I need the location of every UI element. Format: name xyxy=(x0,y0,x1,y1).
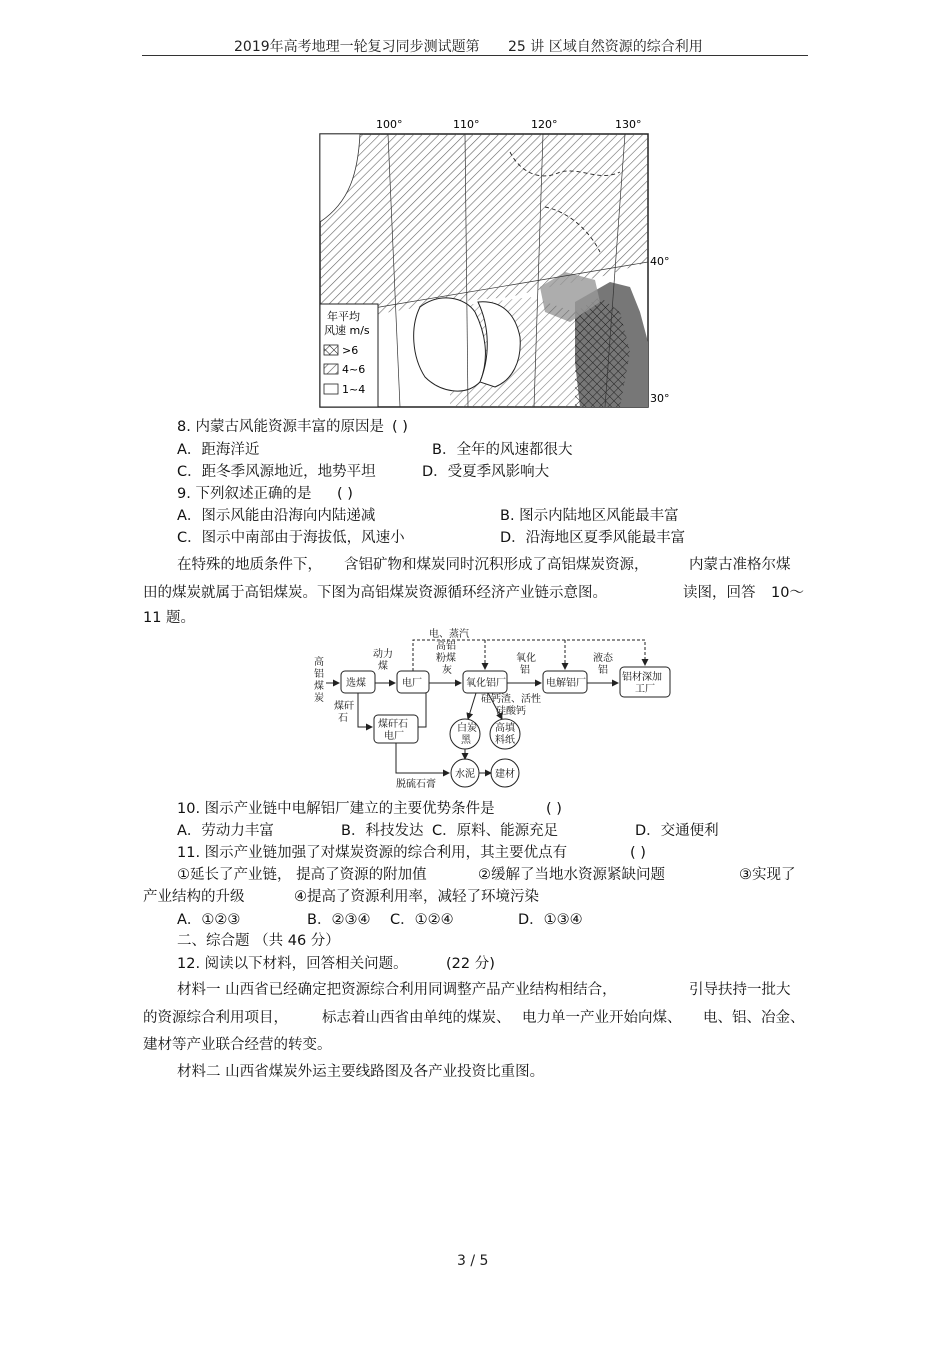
flow-dongli-1: 动力 xyxy=(373,649,393,660)
flow-yanghualv: 氧化铝厂 xyxy=(466,678,506,689)
flow-src-3: 煤 xyxy=(314,681,324,692)
flow-guigaizha-2: 硅酸钙 xyxy=(496,706,526,717)
q9-stem: 9. 下列叙述正确的是 xyxy=(177,486,312,502)
flow-shenjiagong-2: 工厂 xyxy=(635,684,655,695)
material1-line2-c: 电力单一产业开始向煤、 xyxy=(522,1010,682,1026)
flow-dian-zhengqi: 电、蒸汽 xyxy=(429,629,469,640)
flow-gaolv-2: 粉煤 xyxy=(436,653,456,664)
legend-label-gt6: >6 xyxy=(342,344,359,357)
q10-option-b: B．科技发达 xyxy=(341,823,424,839)
header-title-left: 2019年高考地理一轮复习同步测试题第 xyxy=(234,39,480,55)
material2-line: 材料二 山西省煤炭外运主要线路图及各产业投资比重图。 xyxy=(177,1064,545,1080)
flow-meiganshi-2: 石 xyxy=(338,713,348,724)
flow-yetai-1: 液态 xyxy=(593,653,613,664)
q11-stem: 11. 图示产业链加强了对煤炭资源的综合利用，其主要优点有 xyxy=(177,845,568,861)
q10-paren: ( ) xyxy=(546,801,562,817)
legend-swatch-diagonal xyxy=(324,364,338,374)
q12-score: (22 分) xyxy=(446,956,495,972)
material1-line2-a: 的资源综合利用项目， xyxy=(143,1010,288,1026)
passage-line2-a: 田的煤炭就属于高铝煤炭。下图为高铝煤炭资源循环经济产业链示意图。 xyxy=(143,585,607,601)
lon-label-110: 110° xyxy=(453,118,480,131)
q9-option-b: B. 图示内陆地区风能最丰富 xyxy=(500,508,679,524)
legend-swatch-blank xyxy=(324,384,338,394)
passage-line3: 11 题。 xyxy=(143,610,196,626)
header-rule xyxy=(142,55,808,56)
legend-swatch-crosshatch xyxy=(324,345,338,355)
q11-statement-4: ④提高了资源利用率，减轻了环境污染 xyxy=(294,889,539,905)
flow-gaolv-3: 灰 xyxy=(442,665,452,676)
lon-label-100: 100° xyxy=(376,118,403,131)
q11-paren: ( ) xyxy=(630,845,646,861)
legend-label-1-4: 1~4 xyxy=(342,383,366,396)
lat-label-30: 30° xyxy=(650,392,670,405)
flow-baitanhei-2: 黑 xyxy=(461,735,471,746)
flow-dongli-2: 煤 xyxy=(378,661,388,672)
industry-chain-diagram xyxy=(306,627,706,792)
passage-line1-b: 含铝矿物和煤炭同时沉积形成了高铝煤炭资源， xyxy=(344,557,649,573)
passage-line1-c: 内蒙古准格尔煤 xyxy=(689,557,791,573)
flow-yanghua-label-1: 氧化 xyxy=(516,653,536,664)
q8-paren: ( ) xyxy=(392,419,408,435)
q9-option-c: C．图示中南部由于海拔低，风速小 xyxy=(177,530,405,546)
legend-title-2: 风速 m/s xyxy=(324,324,370,337)
material1-line2-b: 标志着山西省由单纯的煤炭、 xyxy=(322,1010,511,1026)
flow-jiancai: 建材 xyxy=(495,769,515,780)
q9-paren: ( ) xyxy=(337,486,353,502)
q10-option-d: D．交通便利 xyxy=(635,823,719,839)
flow-meiganshi-1: 煤矸 xyxy=(334,701,354,712)
q11-statement-1: ①延长了产业链， 提高了资源的附加值 xyxy=(177,867,427,883)
q8-stem: 8. 内蒙古风能资源丰富的原因是 xyxy=(177,419,384,435)
q11-option-c: C．①②④ xyxy=(390,912,454,928)
flow-gaotian-2: 料纸 xyxy=(495,735,515,746)
flow-dianchang: 电厂 xyxy=(402,678,422,689)
q8-option-b: B．全年的风速都很大 xyxy=(432,442,573,458)
flow-baitanhei-1: 白炭 xyxy=(457,723,477,734)
flow-src-1: 高 xyxy=(314,657,324,668)
flow-gaotian-1: 高填 xyxy=(495,723,515,734)
lon-label-120: 120° xyxy=(531,118,558,131)
section-heading: 二、综合题 （共 46 分） xyxy=(177,933,340,949)
lat-label-40: 40° xyxy=(650,255,670,268)
flow-shuini: 水泥 xyxy=(455,769,475,780)
q11-statement-2: ②缓解了当地水资源紧缺问题 xyxy=(478,867,665,883)
flow-yanghua-label-2: 铝 xyxy=(520,665,530,676)
material1-line1-a: 材料一 山西省已经确定把资源综合利用同调整产品产业结构相结合， xyxy=(177,982,617,998)
q11-option-b: B．②③④ xyxy=(307,912,371,928)
q11-statement-3b: 产业结构的升级 xyxy=(143,889,245,905)
flow-yetai-2: 铝 xyxy=(598,665,608,676)
flow-src-2: 铝 xyxy=(314,669,324,680)
q11-option-d: D．①③④ xyxy=(518,912,583,928)
flow-meiganshi-dc-1: 煤矸石 xyxy=(378,719,408,730)
passage-line1-a: 在特殊的地质条件下， xyxy=(177,557,322,573)
q8-option-d: D．受夏季风影响大 xyxy=(422,464,550,480)
flow-guigaizha-1: 硅钙渣、活性 xyxy=(481,694,541,705)
q11-statement-3: ③实现了 xyxy=(739,867,796,883)
material1-line3: 建材等产业联合经营的转变。 xyxy=(143,1037,332,1053)
flow-gaolv-1: 高铝 xyxy=(436,641,456,652)
legend-title-1: 年平均 xyxy=(327,310,360,323)
material1-line2-d: 电、铝、冶金、 xyxy=(703,1010,805,1026)
passage-line2-b: 读图，回答 xyxy=(683,585,756,601)
lon-label-130: 130° xyxy=(615,118,642,131)
q10-stem: 10. 图示产业链中电解铝厂建立的主要优势条件是 xyxy=(177,801,495,817)
flow-src-4: 炭 xyxy=(314,693,324,704)
legend-label-4-6: 4~6 xyxy=(342,363,366,376)
flow-tuoliu: 脱硫石膏 xyxy=(396,779,436,790)
q9-option-d: D．沿海地区夏季风能最丰富 xyxy=(500,530,686,546)
flow-meiganshi-dc-2: 电厂 xyxy=(384,731,404,742)
q10-option-c: C．原料、能源充足 xyxy=(432,823,559,839)
flow-shenjiagong-1: 铝材深加 xyxy=(622,672,662,683)
header-title-right: 25 讲 区域自然资源的综合利用 xyxy=(508,39,703,55)
q12-stem: 12. 阅读以下材料，回答相关问题。 xyxy=(177,956,408,972)
q11-option-a: A．①②③ xyxy=(177,912,241,928)
q10-option-a: A．劳动力丰富 xyxy=(177,823,274,839)
passage-line2-c: 10～ xyxy=(771,585,804,601)
material1-line1-b: 引导扶持一批大 xyxy=(689,982,791,998)
wind-speed-map xyxy=(300,112,670,412)
page-number: 3 / 5 xyxy=(457,1253,489,1269)
q9-option-a: A．图示风能由沿海向内陆递减 xyxy=(177,508,376,524)
flow-dianjie: 电解铝厂 xyxy=(546,678,586,689)
flow-xuanmei: 选煤 xyxy=(346,678,366,689)
q8-option-a: A．距海洋近 xyxy=(177,442,260,458)
q8-option-c: C．距冬季风源地近，地势平坦 xyxy=(177,464,376,480)
